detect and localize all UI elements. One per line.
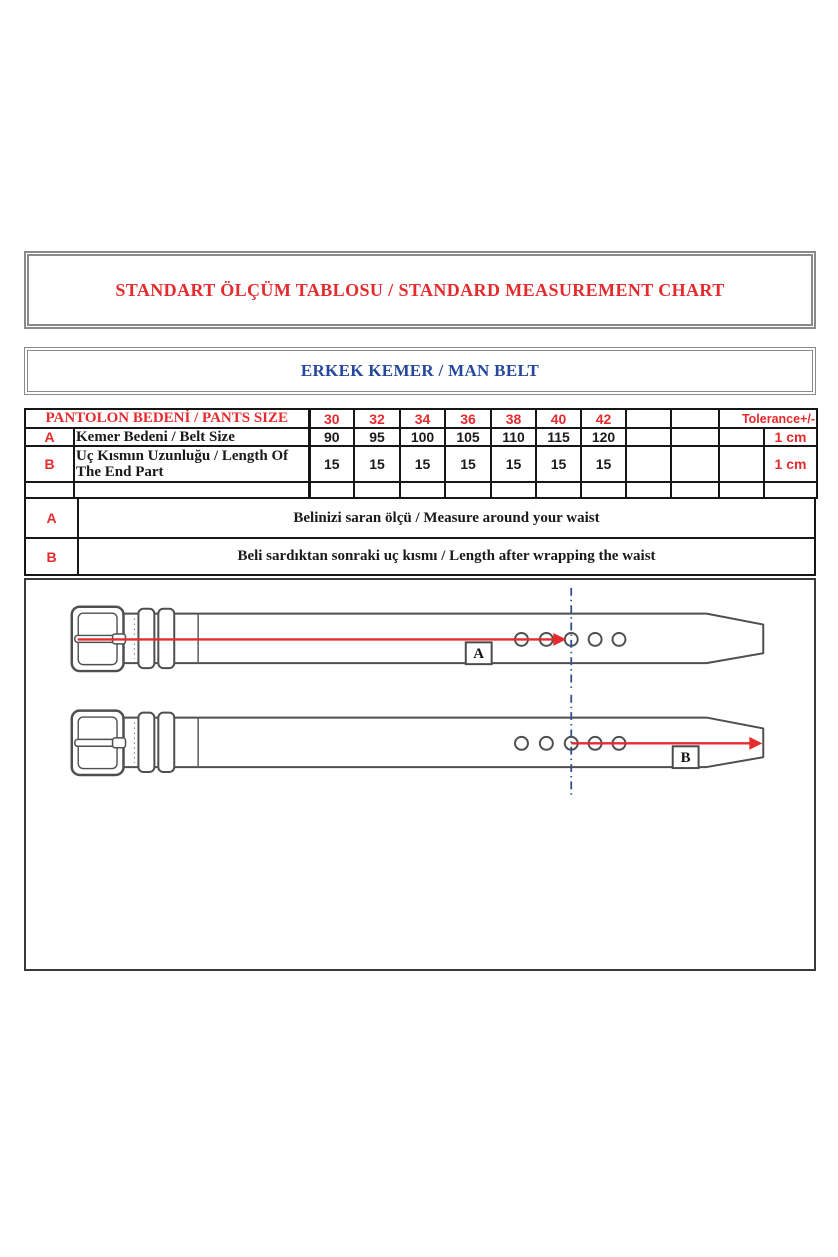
end-part-value: 15 xyxy=(400,446,445,482)
belt-illustration-top xyxy=(72,588,763,691)
empty-cell xyxy=(626,409,671,428)
pants-size-header: PANTOLON BEDENİ / PANTS SIZE xyxy=(25,409,309,428)
empty-cell xyxy=(25,482,74,498)
product-subtitle: ERKEK KEMER / MAN BELT xyxy=(300,361,540,380)
end-part-value: 15 xyxy=(445,446,491,482)
empty-cell xyxy=(626,428,671,446)
belt-size-value: 95 xyxy=(354,428,400,446)
end-part-value: 15 xyxy=(581,446,626,482)
legend-row-b xyxy=(25,538,815,575)
size-col-header: 36 xyxy=(445,409,491,428)
legend-text: Beli sardıktan sonraki uç kısmı / Length after wrapping the waist xyxy=(78,538,815,575)
row-label: Uç Kısmın Uzunluğu / Length Of The End Part xyxy=(74,446,309,482)
legend-table xyxy=(24,497,816,576)
belt-hole xyxy=(613,633,626,646)
size-table-header-row xyxy=(25,409,817,428)
size-col-header: 30 xyxy=(309,409,354,428)
empty-cell xyxy=(719,482,764,498)
empty-cell xyxy=(445,482,491,498)
tolerance-header: Tolerance+/- xyxy=(719,409,817,428)
belt-size-value: 105 xyxy=(445,428,491,446)
empty-cell xyxy=(400,482,445,498)
legend-letter: A xyxy=(25,498,78,538)
belt-hole xyxy=(589,633,602,646)
belt-size-row xyxy=(25,428,817,446)
row-letter: B xyxy=(25,446,74,482)
empty-cell xyxy=(671,428,719,446)
belt-hole xyxy=(540,737,553,750)
size-table xyxy=(24,408,818,499)
belt-size-value: 110 xyxy=(491,428,536,446)
empty-cell xyxy=(671,482,719,498)
marker-a-label: A xyxy=(473,646,485,663)
tolerance-value: 1 cm xyxy=(764,428,817,446)
empty-cell xyxy=(354,482,400,498)
end-part-value: 15 xyxy=(491,446,536,482)
end-part-row xyxy=(25,446,817,482)
belt-loop xyxy=(138,713,154,772)
belt-hole xyxy=(515,737,528,750)
end-part-value: 15 xyxy=(309,446,354,482)
empty-cell xyxy=(719,446,764,482)
spacer-row xyxy=(25,482,817,498)
end-part-value: 15 xyxy=(536,446,581,482)
subtitle-banner xyxy=(24,347,816,395)
empty-cell xyxy=(74,482,309,498)
marker-b-label: B xyxy=(680,750,691,767)
empty-cell xyxy=(719,428,764,446)
legend-row-a xyxy=(25,498,815,538)
belt-size-value: 100 xyxy=(400,428,445,446)
belt-size-value: 115 xyxy=(536,428,581,446)
row-letter: A xyxy=(25,428,74,446)
row-label: Kemer Bedeni / Belt Size xyxy=(74,428,309,446)
empty-cell xyxy=(581,482,626,498)
empty-cell xyxy=(309,482,354,498)
size-col-header: 32 xyxy=(354,409,400,428)
tolerance-value: 1 cm xyxy=(764,446,817,482)
belt-illustration-bottom xyxy=(72,695,763,795)
empty-cell xyxy=(671,409,719,428)
size-col-header: 38 xyxy=(491,409,536,428)
empty-cell xyxy=(764,482,817,498)
empty-cell xyxy=(626,482,671,498)
empty-cell xyxy=(671,446,719,482)
empty-cell xyxy=(536,482,581,498)
size-col-header: 40 xyxy=(536,409,581,428)
belt-loop xyxy=(158,713,174,772)
belt-diagram-panel xyxy=(24,578,816,971)
legend-letter: B xyxy=(25,538,78,575)
page-title: STANDART ÖLÇÜM TABLOSU / STANDARD MEASUREMENT CHART xyxy=(115,279,725,300)
belt-diagram xyxy=(26,580,814,969)
belt-size-value: 120 xyxy=(581,428,626,446)
size-col-header: 42 xyxy=(581,409,626,428)
legend-text: Belinizi saran ölçü / Measure around your waist xyxy=(78,498,815,538)
title-banner xyxy=(24,251,816,329)
size-col-header: 34 xyxy=(400,409,445,428)
end-part-value: 15 xyxy=(354,446,400,482)
empty-cell xyxy=(626,446,671,482)
belt-size-value: 90 xyxy=(309,428,354,446)
empty-cell xyxy=(491,482,536,498)
